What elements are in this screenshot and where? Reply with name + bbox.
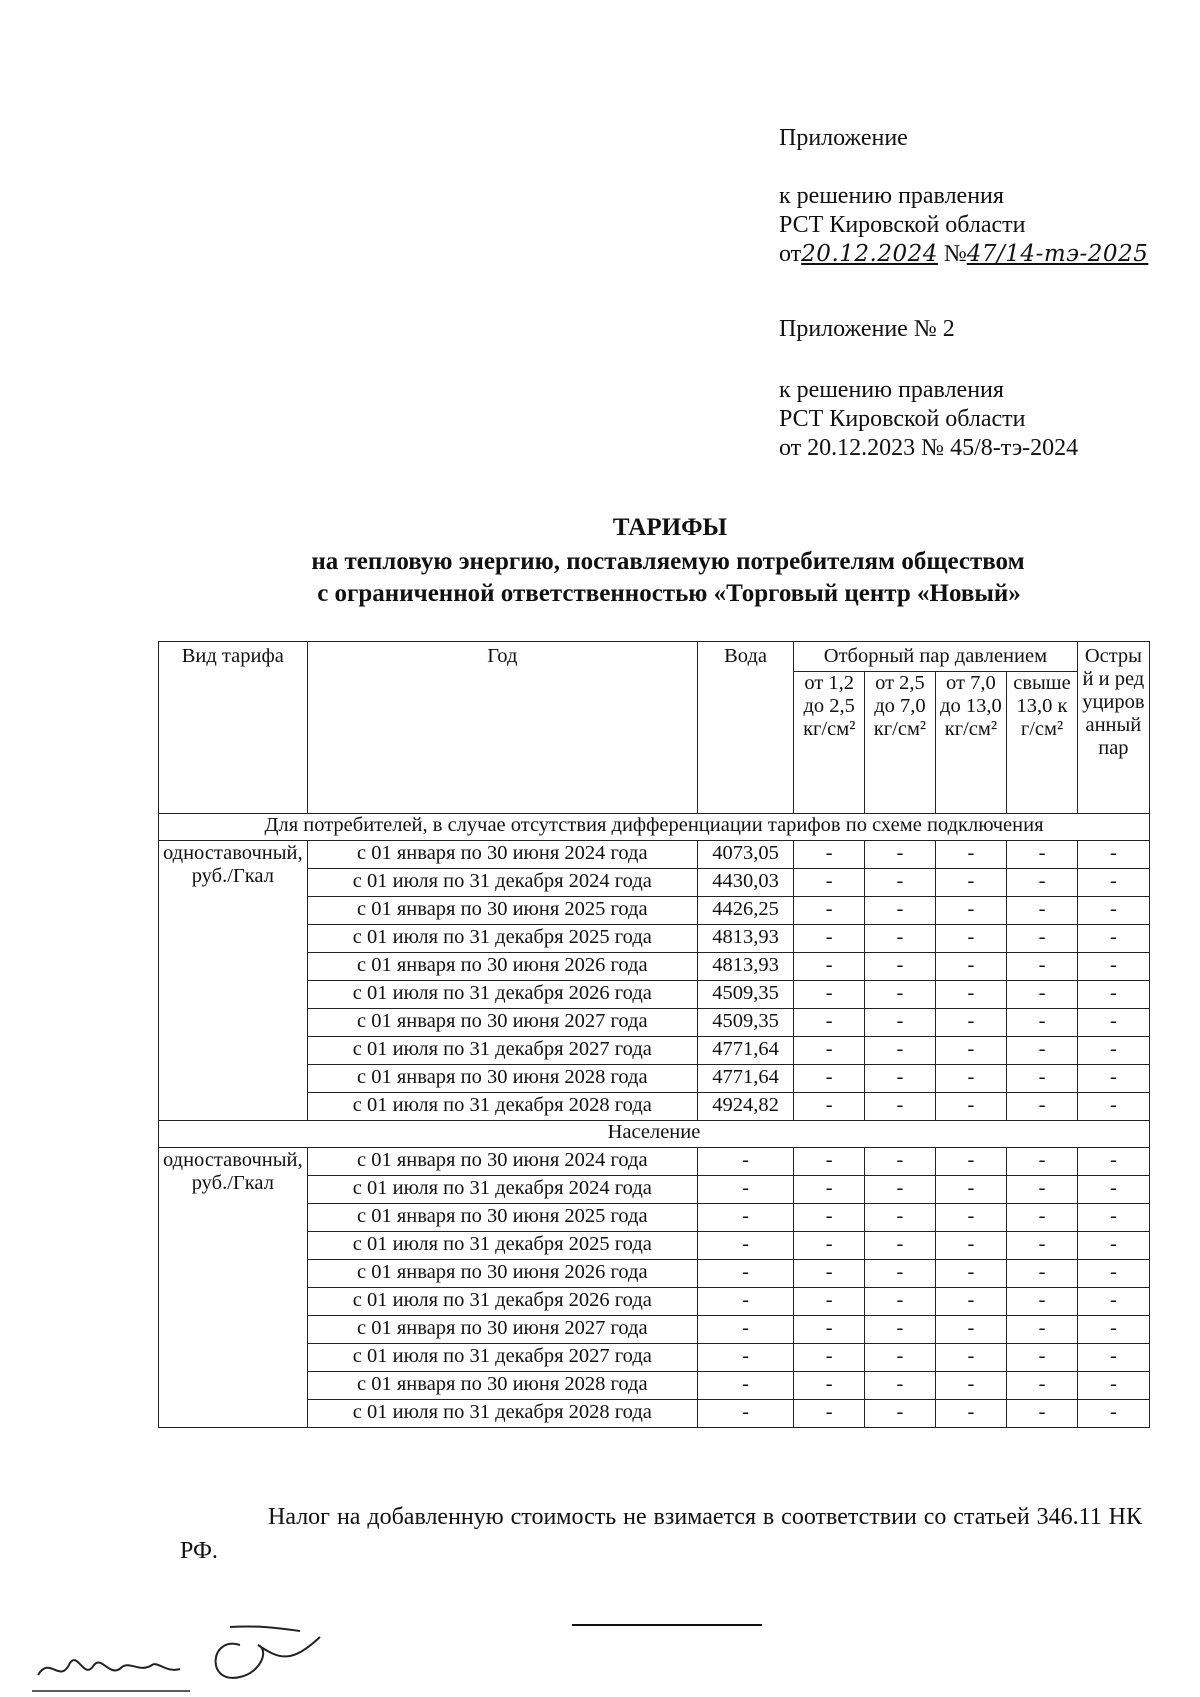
document-title: ТАРИФЫ	[612, 514, 728, 541]
appendix-block	[779, 124, 1148, 269]
p2-cell: -	[865, 1372, 935, 1400]
section-title: Население	[159, 1121, 1150, 1148]
water-cell: -	[698, 1148, 794, 1176]
p2-cell: -	[865, 1176, 935, 1204]
p1-cell: -	[794, 1260, 865, 1288]
water-cell: 4509,35	[698, 1009, 794, 1037]
table-row	[159, 1176, 1150, 1204]
p3-cell: -	[935, 925, 1007, 953]
p2-cell: -	[865, 841, 935, 869]
p4-cell: -	[1007, 1176, 1078, 1204]
sharp-cell: -	[1077, 1065, 1149, 1093]
number-prefix: №	[943, 241, 967, 267]
p2-cell: -	[865, 869, 935, 897]
sharp-cell: -	[1077, 925, 1149, 953]
tariff-table	[158, 641, 1150, 1428]
p1-cell: -	[794, 953, 865, 981]
period-cell: с 01 января по 30 июня 2024 года	[307, 1148, 697, 1176]
appendix-2-decision-line: к решению правления	[779, 377, 1004, 403]
appendix-2-title: Приложение № 2	[779, 316, 955, 342]
p3-cell: -	[935, 981, 1007, 1009]
p2-cell: -	[865, 1009, 935, 1037]
sharp-cell: -	[1077, 1316, 1149, 1344]
p3-cell: -	[935, 1372, 1007, 1400]
p1-cell: -	[794, 841, 865, 869]
p1-cell: -	[794, 1372, 865, 1400]
p2-cell: -	[865, 925, 935, 953]
p2-cell: -	[865, 1400, 935, 1428]
water-cell: -	[698, 1400, 794, 1428]
table-row	[159, 1232, 1150, 1260]
sharp-cell: -	[1077, 1288, 1149, 1316]
water-cell: 4509,35	[698, 981, 794, 1009]
header-steam: Отборный пар давлением	[794, 642, 1078, 672]
p3-cell: -	[935, 1288, 1007, 1316]
header-sharp-steam: Острый и редуцированный пар	[1077, 642, 1149, 814]
header-water: Вода	[698, 642, 794, 814]
water-cell: -	[698, 1316, 794, 1344]
p1-cell: -	[794, 925, 865, 953]
period-cell: с 01 июля по 31 декабря 2026 года	[307, 981, 697, 1009]
sharp-cell: -	[1077, 981, 1149, 1009]
header-pressure-1: от 1,2 до 2,5 кг/см²	[794, 672, 865, 814]
p3-cell: -	[935, 1176, 1007, 1204]
p2-cell: -	[865, 1065, 935, 1093]
tariff-type-cell: одноставочный, руб./Гкал	[159, 1148, 308, 1428]
p2-cell: -	[865, 1093, 935, 1121]
period-cell: с 01 июля по 31 декабря 2024 года	[307, 1176, 697, 1204]
table-row	[159, 925, 1150, 953]
water-cell: 4813,93	[698, 925, 794, 953]
signature-icon	[30, 1615, 350, 1695]
p2-cell: -	[865, 1204, 935, 1232]
p1-cell: -	[794, 981, 865, 1009]
p2-cell: -	[865, 981, 935, 1009]
period-cell: с 01 января по 30 июня 2026 года	[307, 1260, 697, 1288]
section-row	[159, 814, 1150, 841]
table-row	[159, 1204, 1150, 1232]
sharp-cell: -	[1077, 897, 1149, 925]
sharp-cell: -	[1077, 841, 1149, 869]
p2-cell: -	[865, 953, 935, 981]
from-prefix: от	[779, 241, 802, 267]
sharp-cell: -	[1077, 1372, 1149, 1400]
header-tariff-type: Вид тарифа	[159, 642, 308, 814]
sharp-cell: -	[1077, 1204, 1149, 1232]
header-year: Год	[307, 642, 697, 814]
header-pressure-2: от 2,5 до 7,0 кг/см²	[865, 672, 935, 814]
water-cell: 4813,93	[698, 953, 794, 981]
period-cell: с 01 июля по 31 декабря 2026 года	[307, 1288, 697, 1316]
sharp-cell: -	[1077, 1232, 1149, 1260]
p3-cell: -	[935, 1344, 1007, 1372]
water-cell: 4426,25	[698, 897, 794, 925]
water-cell: -	[698, 1260, 794, 1288]
p4-cell: -	[1007, 953, 1078, 981]
water-cell: -	[698, 1204, 794, 1232]
appendix-decision-line: к решению правления	[779, 183, 1004, 209]
table-row	[159, 841, 1150, 869]
document-subtitle-2: с ограниченной ответственностью «Торговый центр «Новый»	[317, 580, 1021, 607]
p1-cell: -	[794, 1148, 865, 1176]
header-pressure-4: свыше 13,0 кг/см²	[1007, 672, 1078, 814]
p3-cell: -	[935, 1260, 1007, 1288]
appendix-2-authority-line: РСТ Кировской области	[779, 406, 1026, 432]
p3-cell: -	[935, 1009, 1007, 1037]
water-cell: -	[698, 1372, 794, 1400]
table-row	[159, 1093, 1150, 1121]
period-cell: с 01 января по 30 июня 2025 года	[307, 1204, 697, 1232]
appendix-ref-line	[779, 240, 1148, 269]
sharp-cell: -	[1077, 1400, 1149, 1428]
water-cell: -	[698, 1288, 794, 1316]
period-cell: с 01 июля по 31 декабря 2025 года	[307, 1232, 697, 1260]
water-cell: -	[698, 1232, 794, 1260]
handwritten-date: 20.12.2024	[801, 241, 938, 267]
period-cell: с 01 июля по 31 декабря 2028 года	[307, 1400, 697, 1428]
p1-cell: -	[794, 1288, 865, 1316]
table-row	[159, 1037, 1150, 1065]
p2-cell: -	[865, 1344, 935, 1372]
p4-cell: -	[1007, 1232, 1078, 1260]
p3-cell: -	[935, 1093, 1007, 1121]
sharp-cell: -	[1077, 1009, 1149, 1037]
p1-cell: -	[794, 1400, 865, 1428]
p1-cell: -	[794, 897, 865, 925]
period-cell: с 01 января по 30 июня 2025 года	[307, 897, 697, 925]
p2-cell: -	[865, 897, 935, 925]
sharp-cell: -	[1077, 1260, 1149, 1288]
table-row	[159, 1372, 1150, 1400]
sharp-cell: -	[1077, 1148, 1149, 1176]
appendix-authority-line: РСТ Кировской области	[779, 212, 1026, 238]
appendix-2-block	[779, 315, 1078, 463]
p4-cell: -	[1007, 981, 1078, 1009]
water-cell: -	[698, 1176, 794, 1204]
sharp-cell: -	[1077, 953, 1149, 981]
p4-cell: -	[1007, 1288, 1078, 1316]
p4-cell: -	[1007, 925, 1078, 953]
p3-cell: -	[935, 1316, 1007, 1344]
p3-cell: -	[935, 1037, 1007, 1065]
period-cell: с 01 июля по 31 декабря 2025 года	[307, 925, 697, 953]
p3-cell: -	[935, 841, 1007, 869]
period-cell: с 01 января по 30 июня 2027 года	[307, 1316, 697, 1344]
p3-cell: -	[935, 953, 1007, 981]
vat-note: Налог на добавленную стоимость не взимается в соответствии со статьей 346.11 НК РФ.	[180, 1504, 1142, 1564]
p4-cell: -	[1007, 869, 1078, 897]
p1-cell: -	[794, 869, 865, 897]
p2-cell: -	[865, 1316, 935, 1344]
p1-cell: -	[794, 1204, 865, 1232]
period-cell: с 01 января по 30 июня 2026 года	[307, 953, 697, 981]
p1-cell: -	[794, 1065, 865, 1093]
section-row	[159, 1121, 1150, 1148]
period-cell: с 01 января по 30 июня 2028 года	[307, 1372, 697, 1400]
p4-cell: -	[1007, 1400, 1078, 1428]
table-row	[159, 1148, 1150, 1176]
period-cell: с 01 января по 30 июня 2024 года	[307, 841, 697, 869]
p3-cell: -	[935, 869, 1007, 897]
appendix-title: Приложение	[779, 125, 908, 151]
p2-cell: -	[865, 1232, 935, 1260]
sharp-cell: -	[1077, 1176, 1149, 1204]
water-cell: 4771,64	[698, 1065, 794, 1093]
p2-cell: -	[865, 1037, 935, 1065]
table-row	[159, 1400, 1150, 1428]
table-row	[159, 869, 1150, 897]
section-title: Для потребителей, в случае отсутствия дифференциации тарифов по схеме подключения	[159, 814, 1150, 841]
sharp-cell: -	[1077, 1093, 1149, 1121]
p2-cell: -	[865, 1288, 935, 1316]
appendix-2-ref-line: от 20.12.2023 № 45/8-тэ-2024	[779, 435, 1079, 461]
water-cell: 4771,64	[698, 1037, 794, 1065]
footer-rule	[572, 1624, 762, 1626]
p3-cell: -	[935, 1400, 1007, 1428]
p1-cell: -	[794, 1232, 865, 1260]
period-cell: с 01 января по 30 июня 2028 года	[307, 1065, 697, 1093]
p4-cell: -	[1007, 1093, 1078, 1121]
water-cell: -	[698, 1344, 794, 1372]
p1-cell: -	[794, 1176, 865, 1204]
p4-cell: -	[1007, 1204, 1078, 1232]
period-cell: с 01 июля по 31 декабря 2028 года	[307, 1093, 697, 1121]
period-cell: с 01 июля по 31 декабря 2027 года	[307, 1037, 697, 1065]
water-cell: 4430,03	[698, 869, 794, 897]
p4-cell: -	[1007, 1344, 1078, 1372]
p4-cell: -	[1007, 1065, 1078, 1093]
p3-cell: -	[935, 1232, 1007, 1260]
table-header-row	[159, 642, 1150, 672]
document-subtitle-1: на тепловую энергию, поставляемую потребителям обществом	[311, 548, 1025, 575]
p3-cell: -	[935, 1148, 1007, 1176]
table-row	[159, 1316, 1150, 1344]
sharp-cell: -	[1077, 1037, 1149, 1065]
table-row	[159, 1288, 1150, 1316]
p2-cell: -	[865, 1148, 935, 1176]
period-cell: с 01 января по 30 июня 2027 года	[307, 1009, 697, 1037]
p4-cell: -	[1007, 1037, 1078, 1065]
p3-cell: -	[935, 1204, 1007, 1232]
p3-cell: -	[935, 1065, 1007, 1093]
period-cell: с 01 июля по 31 декабря 2027 года	[307, 1344, 697, 1372]
p4-cell: -	[1007, 1372, 1078, 1400]
handwritten-number: 47/14-тэ-2025	[966, 241, 1149, 267]
water-cell: 4924,82	[698, 1093, 794, 1121]
table-row	[159, 1344, 1150, 1372]
p1-cell: -	[794, 1344, 865, 1372]
p1-cell: -	[794, 1316, 865, 1344]
table-row	[159, 1065, 1150, 1093]
p1-cell: -	[794, 1093, 865, 1121]
sharp-cell: -	[1077, 1344, 1149, 1372]
table-row	[159, 981, 1150, 1009]
p4-cell: -	[1007, 1148, 1078, 1176]
sharp-cell: -	[1077, 869, 1149, 897]
p4-cell: -	[1007, 1316, 1078, 1344]
tariff-type-cell: одноставочный, руб./Гкал	[159, 841, 308, 1121]
p4-cell: -	[1007, 841, 1078, 869]
period-cell: с 01 июля по 31 декабря 2024 года	[307, 869, 697, 897]
p3-cell: -	[935, 897, 1007, 925]
table-row	[159, 1260, 1150, 1288]
p4-cell: -	[1007, 897, 1078, 925]
water-cell: 4073,05	[698, 841, 794, 869]
table-row	[159, 897, 1150, 925]
p1-cell: -	[794, 1009, 865, 1037]
table-row	[159, 1009, 1150, 1037]
table-row	[159, 953, 1150, 981]
p4-cell: -	[1007, 1009, 1078, 1037]
p4-cell: -	[1007, 1260, 1078, 1288]
p2-cell: -	[865, 1260, 935, 1288]
p1-cell: -	[794, 1037, 865, 1065]
header-pressure-3: от 7,0 до 13,0 кг/см²	[935, 672, 1007, 814]
